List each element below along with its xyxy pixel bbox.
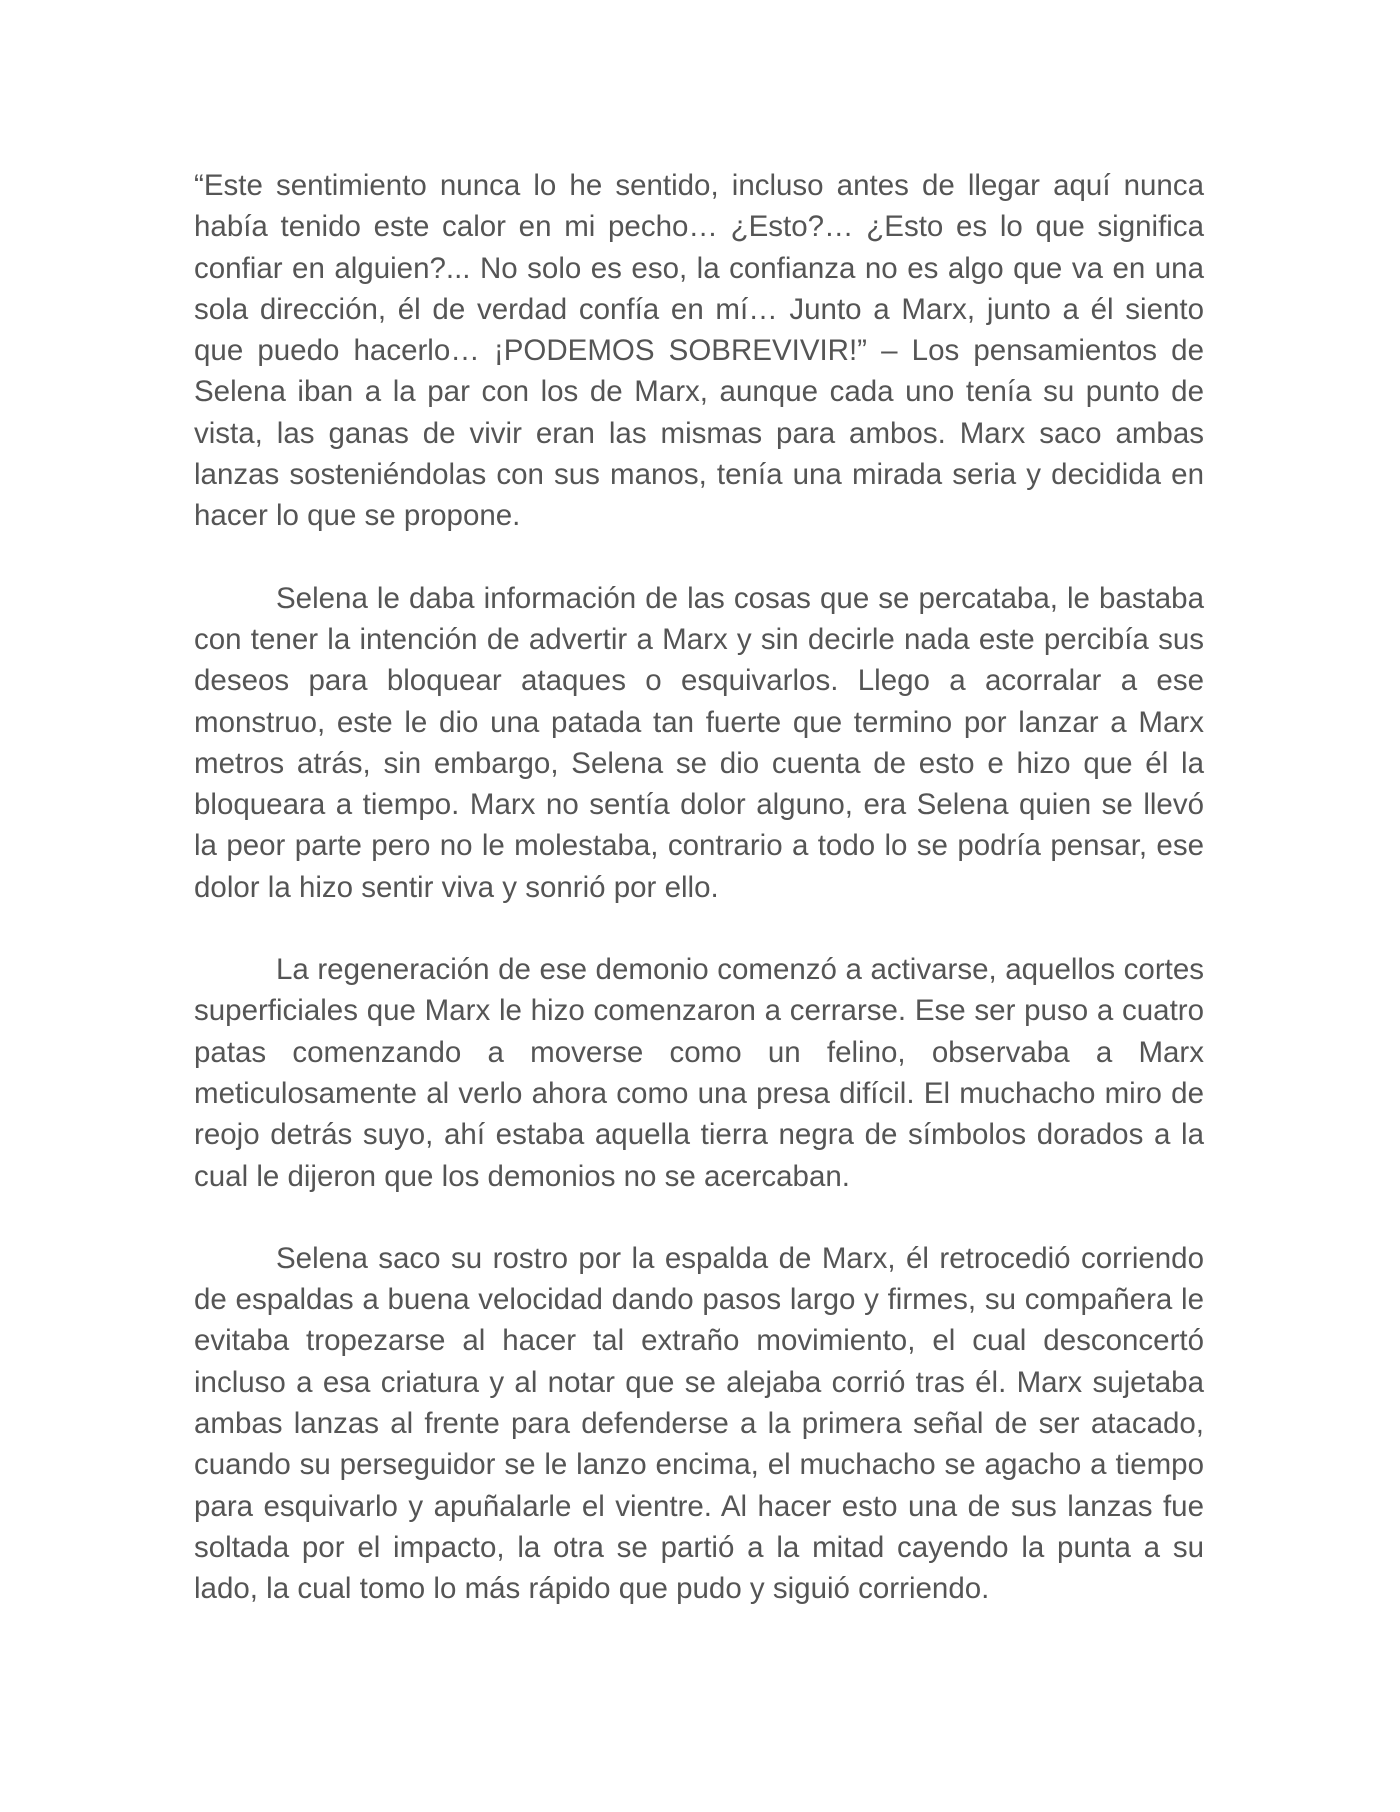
body-text bbox=[194, 165, 1204, 1651]
paragraph-3: La regeneración de ese demonio comenzó a activarse, aquellos cortes superficiales que Marx le hizo comenzaron a cerrarse. Ese ser puso a cuatro patas comenzando a moverse como un felino, observaba a Marx meticulosamente al verlo ahora como una presa difícil. El muchacho miro de reojo detrás suyo, ahí estaba aquella tierra negra de símbolos dorados a la cual le dijeron que los demonios no se acercaban. bbox=[194, 953, 1204, 1193]
paragraph-1: “Este sentimiento nunca lo he sentido, incluso antes de llegar aquí nunca había tenido este calor en mi pecho… ¿Esto?… ¿Esto es lo que significa confiar en alguien?... No solo es eso, la confianza no es algo que va en una sola dirección, él de verdad confía en mí… Junto a Marx, junto a él siento que puedo hacerlo… ¡PODEMOS SOBREVIVIR!” – Los pensamientos de Selena iban a la par con los de Marx, aunque cada uno tenía su punto de vista, las ganas de vivir eran las mismas para ambos. Marx saco ambas lanzas sosteniéndolas con sus manos, tenía una mirada seria y decidida en hacer lo que se propone. bbox=[194, 169, 1204, 533]
paragraph-2: Selena le daba información de las cosas que se percataba, le bastaba con tener la intención de advertir a Marx y sin decirle nada este percibía sus deseos para bloquear ataques o esquivarlos. Llego a acorralar a ese monstruo, este le dio una patada tan fuerte que termino por lanzar a Marx metros atrás, sin embargo, Selena se dio cuenta de esto e hizo que él la bloqueara a tiempo. Marx no sentía dolor alguno, era Selena quien se llevó la peor parte pero no le molestaba, contrario a todo lo se podría pensar, ese dolor la hizo sentir viva y sonrió por ello. bbox=[194, 581, 1204, 904]
paragraph-4: Selena saco su rostro por la espalda de Marx, él retrocedió corriendo de espaldas a buena velocidad dando pasos largo y firmes, su compañera le evitaba tropezarse al hacer tal extraño movimiento, el cual desconcertó incluso a esa criatura y al notar que se alejaba corrió tras él. Marx sujetaba ambas lanzas al frente para defenderse a la primera señal de ser atacado, cuando su perseguidor se le lanzo encima, el muchacho se agacho a tiempo para esquivarlo y apuñalarle el vientre. Al hacer esto una de sus lanzas fue soltada por el impacto, la otra se partió a la mitad cayendo la punta a su lado, la cual tomo lo más rápido que pudo y siguió corriendo. bbox=[194, 1241, 1204, 1606]
